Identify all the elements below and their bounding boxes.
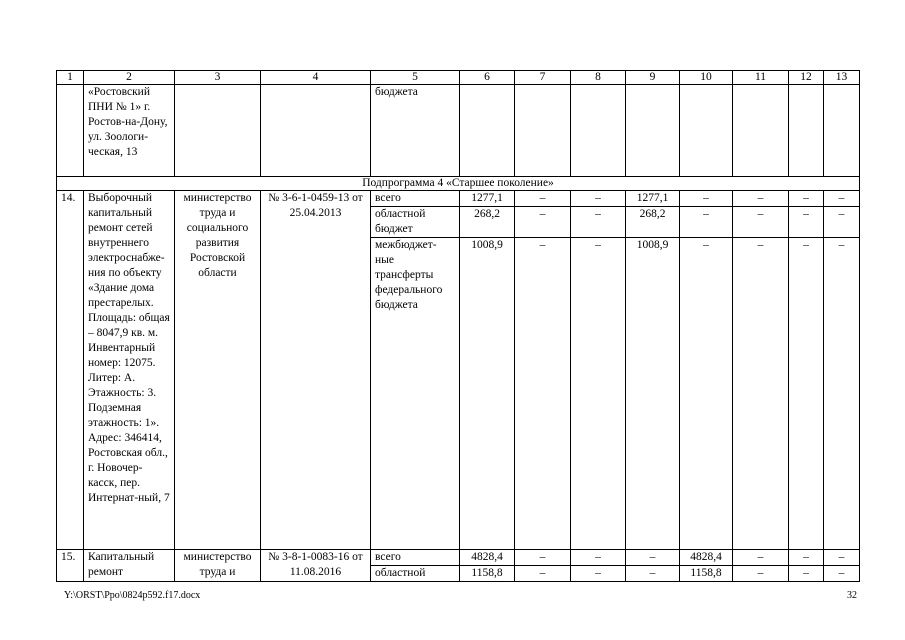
object-name-cell: «Ростовский ПНИ № 1» г. Ростов-на-Дону, ул. Зоологи-ческая, 13 xyxy=(84,85,175,177)
value-cell: – xyxy=(571,550,626,566)
value-cell: – xyxy=(824,566,860,582)
document-path: Y:\ORST\Ppo\0824p592.f17.docx xyxy=(64,590,201,601)
value-cell: – xyxy=(515,191,571,207)
value-cell: – xyxy=(680,207,733,238)
object-name-cell: Капитальный ремонт xyxy=(84,550,175,582)
value-cell: – xyxy=(789,207,824,238)
funding-source-cell: областной xyxy=(371,566,460,582)
col-header: 3 xyxy=(175,71,261,85)
value-cell: – xyxy=(515,566,571,582)
col-header: 8 xyxy=(571,71,626,85)
value-cell: 1277,1 xyxy=(626,191,680,207)
value-cell: – xyxy=(824,207,860,238)
value-cell: 1158,8 xyxy=(460,566,515,582)
col-header: 12 xyxy=(789,71,824,85)
col-header: 4 xyxy=(261,71,371,85)
table-row xyxy=(57,191,860,207)
value-cell: – xyxy=(571,191,626,207)
col-header: 2 xyxy=(84,71,175,85)
value-cell: – xyxy=(626,550,680,566)
subprogram-title: Подпрограмма 4 «Старшее поколение» xyxy=(57,177,860,191)
col-header: 7 xyxy=(515,71,571,85)
value-cell: – xyxy=(733,207,789,238)
value-cell: – xyxy=(733,238,789,550)
budget-table xyxy=(56,70,860,582)
value-cell: – xyxy=(515,207,571,238)
value-cell: 268,2 xyxy=(626,207,680,238)
row-number: 15. xyxy=(57,550,84,582)
funding-source-cell: областной бюджет xyxy=(371,207,460,238)
value-cell: 268,2 xyxy=(460,207,515,238)
value-cell: – xyxy=(789,238,824,550)
value-cell: 1008,9 xyxy=(460,238,515,550)
value-cell: – xyxy=(680,238,733,550)
table-row-continuation xyxy=(57,85,860,177)
value-cell: – xyxy=(680,191,733,207)
col-header: 1 xyxy=(57,71,84,85)
funding-source-cell: всего xyxy=(371,191,460,207)
col-header: 6 xyxy=(460,71,515,85)
value-cell: – xyxy=(515,550,571,566)
value-cell: – xyxy=(789,550,824,566)
col-header: 5 xyxy=(371,71,460,85)
col-header: 9 xyxy=(626,71,680,85)
col-header: 13 xyxy=(824,71,860,85)
value-cell: – xyxy=(571,207,626,238)
value-cell: 1008,9 xyxy=(626,238,680,550)
value-cell: – xyxy=(789,191,824,207)
funding-source-cell: бюджета xyxy=(371,85,460,177)
value-cell: – xyxy=(824,550,860,566)
value-cell: – xyxy=(824,238,860,550)
col-header: 11 xyxy=(733,71,789,85)
value-cell: – xyxy=(733,550,789,566)
value-cell: – xyxy=(571,566,626,582)
table-row xyxy=(57,550,860,566)
value-cell: 1277,1 xyxy=(460,191,515,207)
funding-source-cell: всего xyxy=(371,550,460,566)
value-cell: 4828,4 xyxy=(680,550,733,566)
table-header-row xyxy=(57,71,860,85)
value-cell: – xyxy=(571,238,626,550)
organization-cell: министерство труда и социального развития Ростовской области xyxy=(175,191,261,550)
col-header: 10 xyxy=(680,71,733,85)
subprogram-row xyxy=(57,177,860,191)
value-cell: 1158,8 xyxy=(680,566,733,582)
value-cell: – xyxy=(733,566,789,582)
row-number: 14. xyxy=(57,191,84,550)
value-cell: – xyxy=(824,191,860,207)
funding-source-cell: межбюджет-ные трансферты федерального бюджета xyxy=(371,238,460,550)
value-cell: – xyxy=(626,566,680,582)
value-cell: – xyxy=(789,566,824,582)
page-number: 32 xyxy=(847,590,857,601)
document-cell: № 3-6-1-0459-13 от 25.04.2013 xyxy=(261,191,371,550)
document-cell: № 3-8-1-0083-16 от 11.08.2016 xyxy=(261,550,371,582)
organization-cell: министерство труда и xyxy=(175,550,261,582)
value-cell: – xyxy=(733,191,789,207)
value-cell: 4828,4 xyxy=(460,550,515,566)
object-name-cell: Выборочный капитальный ремонт сетей внутреннего электроснабже-ния по объекту «Здание дома престарелых. Площадь: общая – 8047,9 кв. м. Инвентарный номер: 12075. Литер: А. Этажность: 3. Подземная этажность: 1». Адрес: 346414, Ростовская обл., г. Новочер-касск, пер. Интернат-ный, 7 xyxy=(84,191,175,550)
value-cell: – xyxy=(515,238,571,550)
